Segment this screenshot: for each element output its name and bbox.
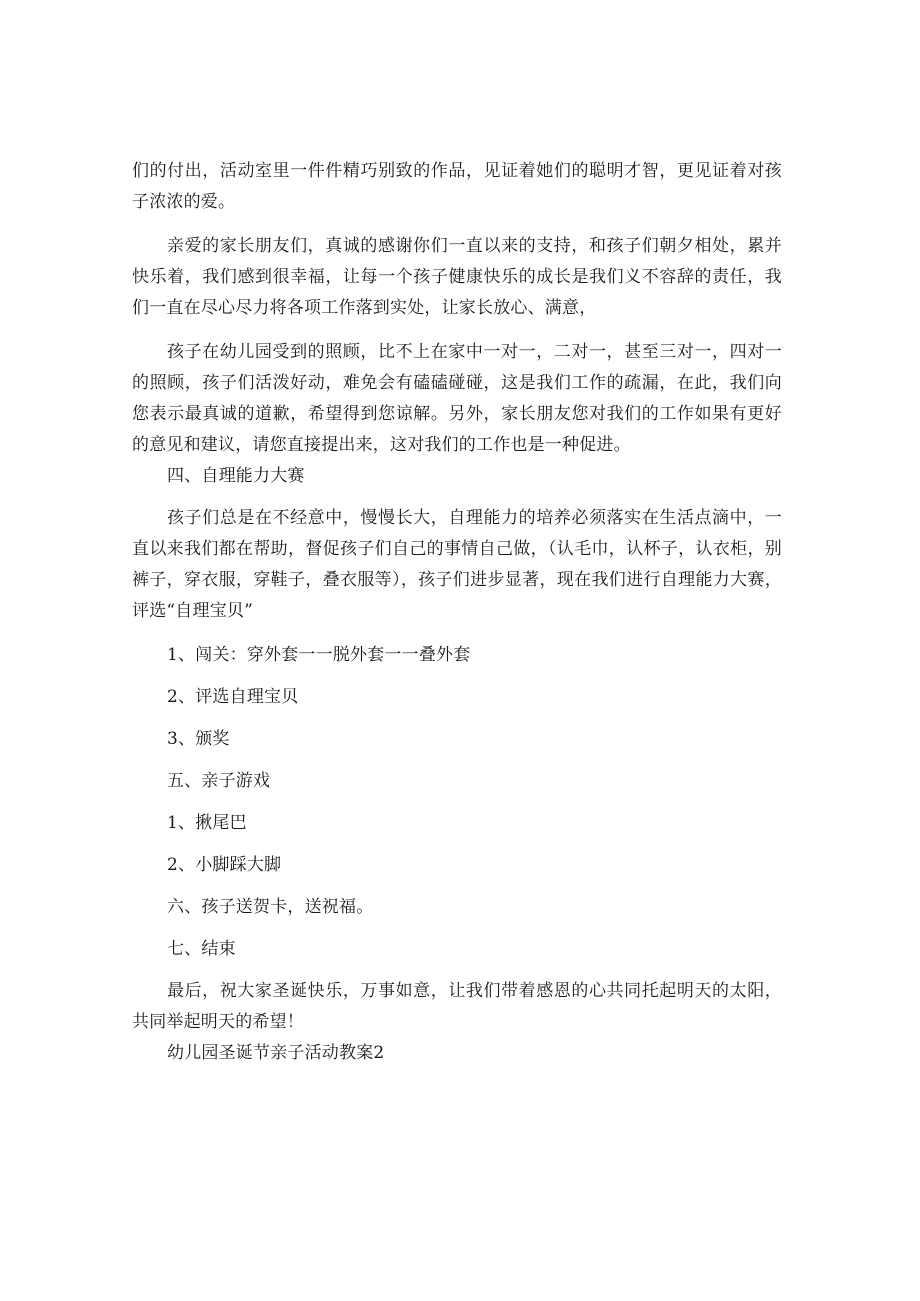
list-item: 2、小脚踩大脚 [167,855,282,875]
paragraph-apology: 孩子在幼儿园受到的照顾，比不上在家中一对一，二对一，甚至三对一，四对一的照顾，孩子们活泼好动，难免会有磕磕碰碰，这是我们工作的疏漏，在此，我们向您表示最真诚的道歉，希望得到您谅解。另外，家长朋友您对我们的工作如果有更好的意见和建议，请您直接提出来，这对我们的工作也是一种促进。 [132,342,782,455]
section-heading-greeting-cards: 六、孩子送贺卡，送祝福。 [167,897,374,917]
list-item: 1、闯关：穿外套一一脱外套一一叠外套 [167,645,471,665]
list-item: 1、揪尾巴 [167,813,247,833]
paragraph-thanks: 亲爱的家长朋友们，真诚的感谢你们一直以来的支持，和孩子们朝夕相处，累并快乐着，我们感到很幸福，让每一个孩子健康快乐的成长是我们义不容辞的责任，我们一直在尽心尽力将各项工作落到实处，让家长放心、满意， [132,236,782,318]
section-heading-self-care: 四、自理能力大赛 [167,466,305,486]
section-heading-parent-child-games: 五、亲子游戏 [167,771,271,791]
list-item: 2、评选自理宝贝 [167,687,299,707]
list-item: 3、颁奖 [167,729,230,749]
paragraph-self-care: 孩子们总是在不经意中，慢慢长大，自理能力的培养必须落实在生活点滴中，一直以来我们都在帮助，督促孩子们自己的事情自己做，（认毛巾，认杯子，认衣柜，别裤子，穿衣服，穿鞋子，叠衣服等），孩子们进步显著，现在我们进行自理能力大赛，评选“自理宝贝” [132,508,782,621]
section-heading-ending: 七、结束 [167,939,236,959]
paragraph-closing: 最后，祝大家圣诞快乐，万事如意，让我们带着感恩的心共同托起明天的太阳，共同举起明天的希望！ [132,981,782,1032]
next-lesson-title: 幼儿园圣诞节亲子活动教案2 [167,1043,385,1063]
paragraph-continuation: 们的付出，活动室里一件件精巧别致的作品，见证着她们的聪明才智，更见证着对孩子浓浓的爱。 [132,161,782,212]
document-body [132,156,782,1069]
self-care-list [132,640,782,965]
